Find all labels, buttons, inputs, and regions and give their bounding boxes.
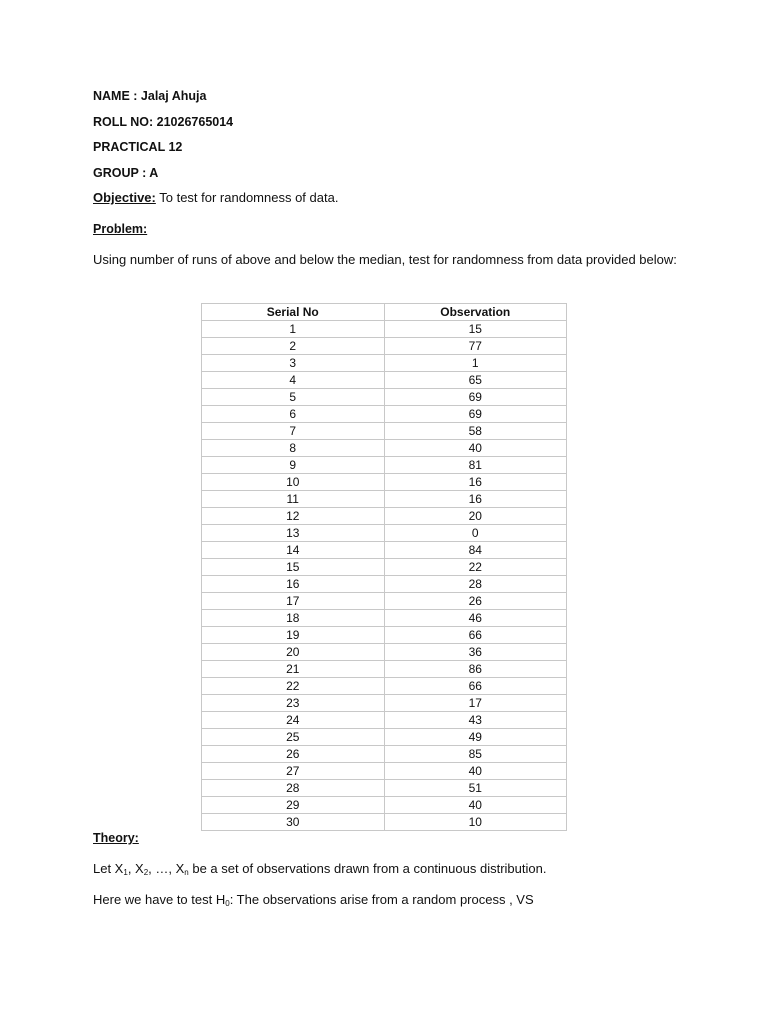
group-line: GROUP : A [93, 166, 159, 180]
observation-cell: 43 [384, 712, 567, 729]
table-row [202, 491, 567, 508]
header-observation: Observation [384, 304, 567, 321]
observation-cell: 16 [384, 491, 567, 508]
observation-cell: 0 [384, 525, 567, 542]
observation-cell: 81 [384, 457, 567, 474]
observation-cell: 15 [384, 321, 567, 338]
table-row [202, 797, 567, 814]
serial-no-cell: 3 [202, 355, 385, 372]
table-row [202, 542, 567, 559]
observation-cell: 51 [384, 780, 567, 797]
table-row [202, 457, 567, 474]
observation-cell: 69 [384, 389, 567, 406]
table-row [202, 355, 567, 372]
serial-no-cell: 23 [202, 695, 385, 712]
theory-line-1 [93, 861, 546, 877]
observation-cell: 26 [384, 593, 567, 610]
header-serial-no: Serial No [202, 304, 385, 321]
table-row [202, 576, 567, 593]
problem-label: Problem: [93, 222, 148, 236]
observation-table [201, 303, 567, 831]
table-row [202, 644, 567, 661]
observation-cell: 85 [384, 746, 567, 763]
observation-cell: 17 [384, 695, 567, 712]
table-row [202, 338, 567, 355]
table-row [202, 559, 567, 576]
serial-no-cell: 21 [202, 661, 385, 678]
observation-cell: 20 [384, 508, 567, 525]
subscript: 0 [225, 899, 230, 908]
table-row [202, 525, 567, 542]
table-row [202, 423, 567, 440]
subscript: 1 [123, 868, 128, 877]
serial-no-cell: 27 [202, 763, 385, 780]
table-row [202, 372, 567, 389]
observation-cell: 58 [384, 423, 567, 440]
subscript: n [184, 868, 189, 877]
table-row [202, 440, 567, 457]
observation-cell: 40 [384, 797, 567, 814]
serial-no-cell: 28 [202, 780, 385, 797]
serial-no-cell: 12 [202, 508, 385, 525]
observation-cell: 16 [384, 474, 567, 491]
serial-no-cell: 4 [202, 372, 385, 389]
serial-no-cell: 19 [202, 627, 385, 644]
serial-no-cell: 1 [202, 321, 385, 338]
table-row [202, 389, 567, 406]
serial-no-cell: 22 [202, 678, 385, 695]
student-name: NAME : Jalaj Ahuja [93, 89, 207, 103]
theory-text: be a set of observations drawn from a continuous distribution. [188, 861, 547, 876]
table-row [202, 695, 567, 712]
objective-label: Objective: [93, 190, 156, 205]
table-row [202, 508, 567, 525]
theory-line-2 [93, 892, 534, 908]
table-row [202, 474, 567, 491]
serial-no-cell: 25 [202, 729, 385, 746]
table-row [202, 712, 567, 729]
table-row [202, 763, 567, 780]
observation-cell: 1 [384, 355, 567, 372]
theory-text: Here we have to test H [93, 892, 226, 907]
serial-no-cell: 30 [202, 814, 385, 831]
observation-cell: 22 [384, 559, 567, 576]
roll-number: ROLL NO: 21026765014 [93, 115, 234, 129]
table-row [202, 678, 567, 695]
serial-no-cell: 26 [202, 746, 385, 763]
objective-text: To test for randomness of data. [155, 190, 339, 205]
observation-cell: 10 [384, 814, 567, 831]
problem-text: Using number of runs of above and below the median, test for randomness from data provided below: [93, 252, 677, 267]
serial-no-cell: 20 [202, 644, 385, 661]
serial-no-cell: 5 [202, 389, 385, 406]
table-row [202, 627, 567, 644]
theory-label: Theory: [93, 831, 139, 845]
table-body [202, 321, 567, 831]
theory-text: Let X [93, 861, 124, 876]
theory-text: , X [127, 861, 144, 876]
observation-cell: 77 [384, 338, 567, 355]
subscript: 2 [143, 868, 149, 877]
theory-text: : The observations arise from a random process , VS [229, 892, 534, 907]
table-header-row [202, 304, 567, 321]
observation-cell: 36 [384, 644, 567, 661]
observation-cell: 66 [384, 627, 567, 644]
serial-no-cell: 29 [202, 797, 385, 814]
objective-line [93, 190, 338, 206]
serial-no-cell: 9 [202, 457, 385, 474]
serial-no-cell: 18 [202, 610, 385, 627]
serial-no-cell: 8 [202, 440, 385, 457]
observation-cell: 66 [384, 678, 567, 695]
observation-cell: 49 [384, 729, 567, 746]
observation-cell: 40 [384, 763, 567, 780]
table-row [202, 321, 567, 338]
observation-cell: 65 [384, 372, 567, 389]
serial-no-cell: 15 [202, 559, 385, 576]
serial-no-cell: 17 [202, 593, 385, 610]
table-row [202, 780, 567, 797]
practical-number: PRACTICAL 12 [93, 140, 183, 154]
table-row [202, 610, 567, 627]
observation-cell: 86 [384, 661, 567, 678]
table-row [202, 729, 567, 746]
serial-no-cell: 24 [202, 712, 385, 729]
table-row [202, 814, 567, 831]
table-row [202, 746, 567, 763]
table-row [202, 406, 567, 423]
serial-no-cell: 7 [202, 423, 385, 440]
observation-cell: 40 [384, 440, 567, 457]
serial-no-cell: 14 [202, 542, 385, 559]
observation-cell: 28 [384, 576, 567, 593]
observation-cell: 69 [384, 406, 567, 423]
observation-cell: 84 [384, 542, 567, 559]
table-row [202, 661, 567, 678]
serial-no-cell: 11 [202, 491, 385, 508]
theory-text: , …, X [148, 861, 185, 876]
table-row [202, 593, 567, 610]
serial-no-cell: 13 [202, 525, 385, 542]
serial-no-cell: 10 [202, 474, 385, 491]
observation-cell: 46 [384, 610, 567, 627]
serial-no-cell: 6 [202, 406, 385, 423]
serial-no-cell: 2 [202, 338, 385, 355]
serial-no-cell: 16 [202, 576, 385, 593]
